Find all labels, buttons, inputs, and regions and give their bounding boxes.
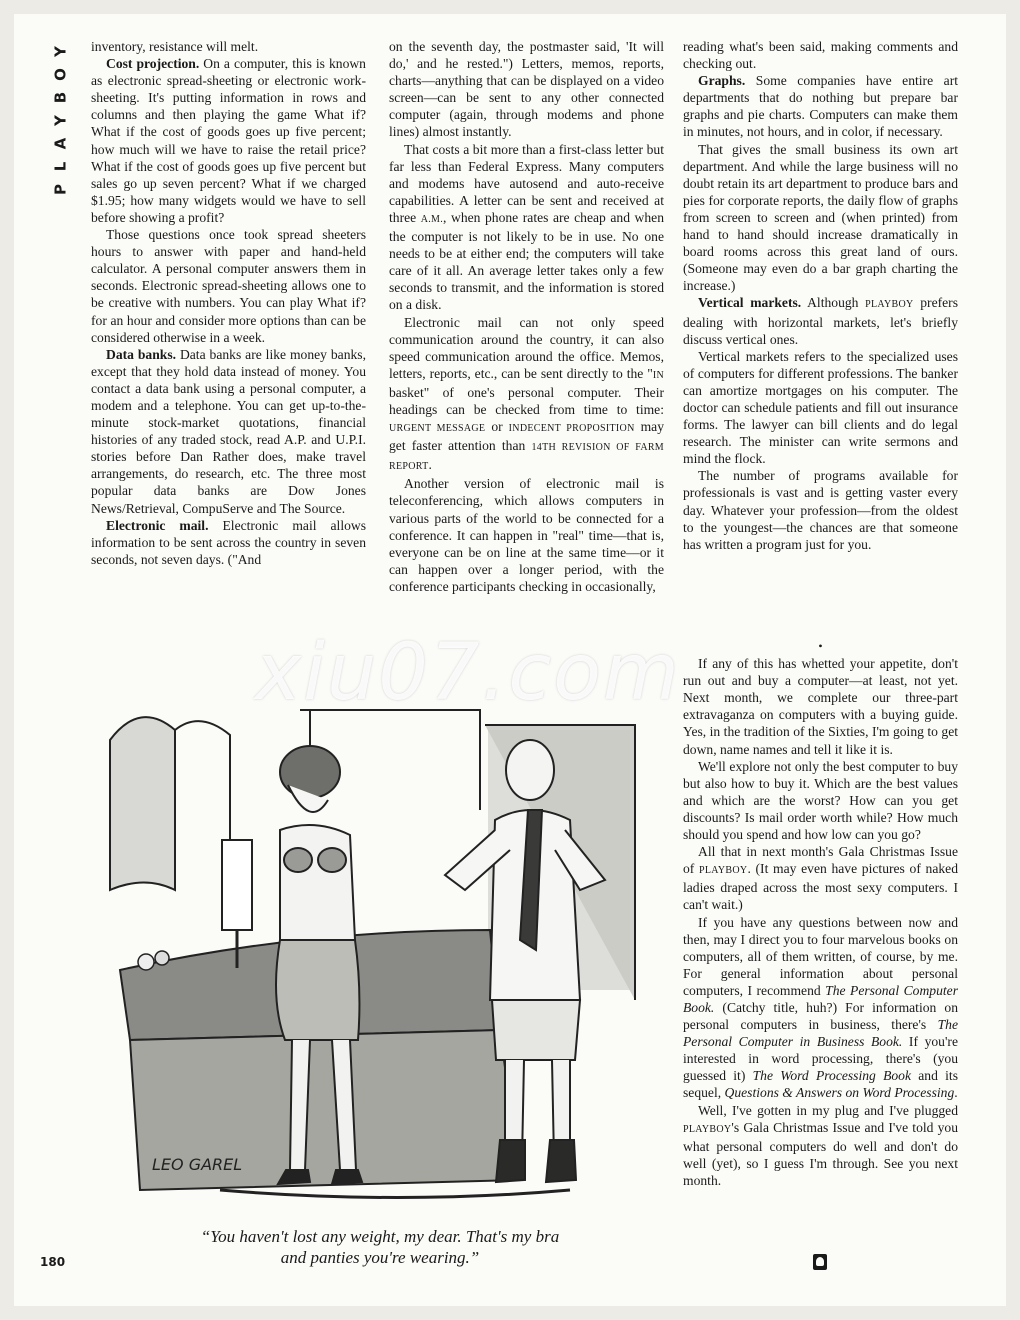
- rabbit-endmark-icon: [813, 1254, 827, 1270]
- masthead-letter: B: [51, 91, 70, 104]
- paragraph: Well, I've gotten in my plug and I've plugged PLAYBOY's Gala Christmas Issue and I've told you what personal computers do well and don't do well (yet), so I guess I'm through. See you next month.: [683, 1102, 958, 1188]
- paragraph: Another version of electronic mail is teleconferencing, which allows computers in various parts of the world to be connected for a conference. It can happen in "real" time—that is, everyone can be on line at the same time—or it can happen over a longer period, with the conference participants checking in occasionally,: [389, 476, 664, 594]
- paragraph: on the seventh day, the postmaster said, 'It will do,' and he rested.") Letters, memos, reports, charts—anything that can be displayed on a video screen—can be sent to any other connected computer (again, through modems and phone lines) almost instantly.: [389, 39, 664, 140]
- paragraph: Cost projection. On a computer, this is known as electronic spread-sheeting or electronic work-sheeting. It's putting information in rows and columns and then playing the game What if? What if the cost of goods goes up five percent; how much will we have to raise the retail price? What if the cost of goods goes up five percent but sales go up seven percent? What if we charged $1.95; how many widgets would we have to sell before showing a profit?: [91, 56, 366, 225]
- section-head: Vertical markets.: [698, 295, 802, 311]
- paragraph: That costs a bit more than a first-class letter but far less than Federal Express. Many computers and modems have autosend and auto-receive capabilities. A letter can be sent and received at three A.M., when phone rates are cheap and when the computer is not likely to be in use. No one needs to be at either end; the computers will take care of it all. An average letter takes only a few seconds to transmit, and the information is stored on a disk.: [389, 141, 664, 313]
- paragraph: The number of programs available for professionals is vast and is getting vaster every day. Whatever your profession—from the oldest to the youngest—the chances are that someone has written a program just for you.: [683, 468, 958, 552]
- watermark: xiu07.com: [255, 628, 681, 718]
- masthead-letter: L: [51, 161, 70, 172]
- paragraph: inventory, resistance will melt.: [91, 39, 259, 54]
- paragraph: If any of this has whetted your appetite, don't run out and buy a computer—at least, not yet. Next month, we complete our three-part extravaganza on computers with a buying guide. Yes, in the tradition of the Sixties, I'm going to get down, name names and tell it like it is.: [683, 656, 958, 757]
- masthead-letter: O: [51, 68, 70, 81]
- article-column-3: [683, 38, 958, 553]
- paragraph: Electronic mail. Electronic mail allows information to be sent across the country in seven seconds, not seven days. ("And: [91, 517, 367, 567]
- section-bullet: •: [818, 639, 823, 653]
- paragraph: Graphs. Some companies have entire art departments that do nothing but prepare bar graphs and pie charts. Computers can make them in minutes, not hours, and in color, if necessary.: [683, 73, 958, 140]
- paragraph: Electronic mail can not only speed communication around the country, it can also speed communication around the office. Memos, letters, reports, etc., can be sent directly to the "IN basket" of one's personal computer. Their headings can be checked from time to time: URGENT MESSAGE or INDECENT PROPOSITION may get faster attention than 14TH REVISION OF FARM REPORT.: [389, 314, 665, 473]
- section-head: Graphs.: [698, 73, 746, 89]
- section-head: Data banks.: [106, 346, 177, 362]
- section-head: Electronic mail.: [106, 517, 209, 533]
- article-column-3-continued: [683, 638, 958, 1189]
- article-column-1: [91, 38, 366, 568]
- cartoon-caption: “You haven't lost any weight, my dear. That's my bra and panties you're wearing.”: [200, 1227, 560, 1267]
- paragraph: That gives the small business its own art department. And while the large business will no doubt retain its art department to produce bars and pies for corporate reports, the daily flow of graphs from screen to screen and (when printed) from hand to hand should increase dramatically in board rooms across this great land of ours. (Someone may even do a bar graph charting the increase.): [683, 141, 958, 294]
- paragraph: Those questions once took spread sheeters hours to answer with paper and hand-held calculator. A personal computer answers them in seconds. Electronic spread-sheeting allows one to be creative with numbers. You can play What if? for an hour and consider more options than can be considered otherwise in a week.: [91, 227, 366, 345]
- article-column-2: [389, 38, 664, 595]
- paragraph: Vertical markets refers to the specialized uses of computers for different professions. The banker can amortize mortgages on his computer. The doctor can schedule patients and fill out insurance forms. The lawyer can bill clients and do legal research. The minister can write sermons and mind the flock.: [683, 348, 958, 467]
- paragraph: Vertical markets. Although PLAYBOY prefers dealing with horizontal markets, let's briefly discuss vertical ones.: [683, 295, 958, 347]
- masthead-letter: A: [51, 137, 70, 150]
- paragraph: reading what's been said, making comments and checking out.: [683, 39, 958, 72]
- artist-signature: LEO GAREL: [152, 1155, 243, 1174]
- masthead-letter: P: [51, 184, 70, 195]
- masthead-letter: Y: [51, 115, 70, 126]
- section-head: Cost projection.: [106, 56, 200, 72]
- page-number: 180: [40, 1255, 66, 1269]
- paragraph: Data banks. Data banks are like money banks, except that they hold data instead of money. You contact a data bank using a personal computer, a modem and a telephone. You can get up-to-the-minute stock-market quotations, financial histories of any traded stock, read A.P. and U.P.I. stories before Dan Rather does, make travel arrangements, do research, etc. The three most popular data banks are Dow Jones News/Retrieval, CompuServe and The Source.: [91, 346, 366, 516]
- paragraph: We'll explore not only the best computer to buy but also how to buy it. Which are the best values and which are the worst? How can you get discounts? Is mail order worth while? How much should you spend and how low can you go?: [683, 758, 958, 843]
- cartoon-illustration: [100, 700, 660, 1210]
- masthead-letter: Y: [51, 46, 70, 57]
- paragraph: If you have any questions between now and then, may I direct you to four marvelous books on computers, all of them written, of course, by me. For general information about personal computers, I recommend The Personal Computer Book. (Catchy title, huh?) For information on personal computers in business, there's The Personal Computer in Business Book. If you're interested in word processing, there's (you guessed it) The Word Processing Book and its sequel, Questions & Answers on Word Processing.: [683, 914, 958, 1101]
- paragraph: All that in next month's Gala Christmas Issue of PLAYBOY. (It may even have pictures of naked ladies draped across the most sexy computers. I can't wait.): [683, 844, 958, 913]
- masthead-vertical: [52, 40, 70, 201]
